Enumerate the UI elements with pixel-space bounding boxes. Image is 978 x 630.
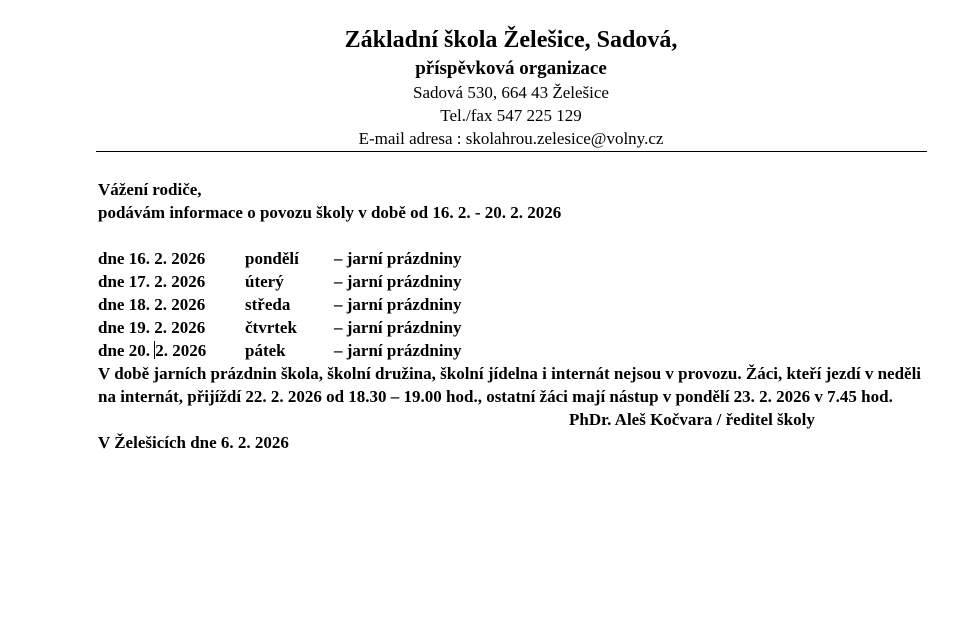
schedule-status: – jarní prázdniny — [334, 318, 462, 337]
place-and-date: V Želešicích dne 6. 2. 2026 — [98, 433, 289, 452]
schedule-date — [98, 339, 245, 362]
schedule-status: – jarní prázdniny — [334, 249, 462, 268]
schedule-row — [98, 339, 928, 362]
intro-text: podávám informace o povozu školy v době od 16. 2. - 20. 2. 2026 — [98, 203, 562, 222]
schedule-row — [98, 293, 928, 316]
schedule-date-part: 2. 2026 — [155, 341, 207, 360]
schedule-date-part: dne 20. — [98, 341, 150, 360]
schedule-day: úterý — [245, 272, 284, 291]
schedule-status: – jarní prázdniny — [334, 272, 462, 291]
schedule-row — [98, 316, 928, 339]
greeting: Vážení rodiče, — [98, 180, 202, 199]
schedule-row — [98, 270, 928, 293]
school-phone: Tel./fax 547 225 129 — [440, 106, 582, 125]
schedule-day: pondělí — [245, 249, 299, 268]
schedule-date: dne 19. 2. 2026 — [98, 318, 206, 337]
schedule-day: středa — [245, 295, 291, 314]
schedule-row — [98, 247, 928, 270]
schedule-day: čtvrtek — [245, 318, 297, 337]
school-address: Sadová 530, 664 43 Želešice — [413, 83, 609, 102]
notice-text: V době jarních prázdnin škola, školní družina, školní jídelna i internát nejsou v provozu. Žáci, kteří jezdí v neděli na internát, přijíždí 22. 2. 2026 od 18.30 – 19.00 hod., ostatní žáci mají nástup v pondělí 23. 2. 2026 v 7.45 hod. — [98, 364, 922, 406]
header-divider — [96, 151, 927, 152]
organization-type: příspěvková organizace — [415, 58, 607, 79]
schedule-status: – jarní prázdniny — [334, 341, 462, 360]
schedule-day: pátek — [245, 341, 286, 360]
schedule-date: dne 18. 2. 2026 — [98, 295, 206, 314]
schedule-list — [98, 247, 928, 362]
letter-body[interactable] — [98, 178, 928, 454]
schedule-date: dne 17. 2. 2026 — [98, 272, 206, 291]
signature: PhDr. Aleš Kočvara / ředitel školy — [569, 410, 815, 429]
schedule-status: – jarní prázdniny — [334, 295, 462, 314]
school-email: E-mail adresa : skolahrou.zelesice@volny.cz — [358, 129, 664, 148]
schedule-date: dne 16. 2. 2026 — [98, 249, 206, 268]
school-name: Základní škola Želešice, Sadová, — [344, 27, 678, 53]
letterhead — [96, 24, 926, 150]
